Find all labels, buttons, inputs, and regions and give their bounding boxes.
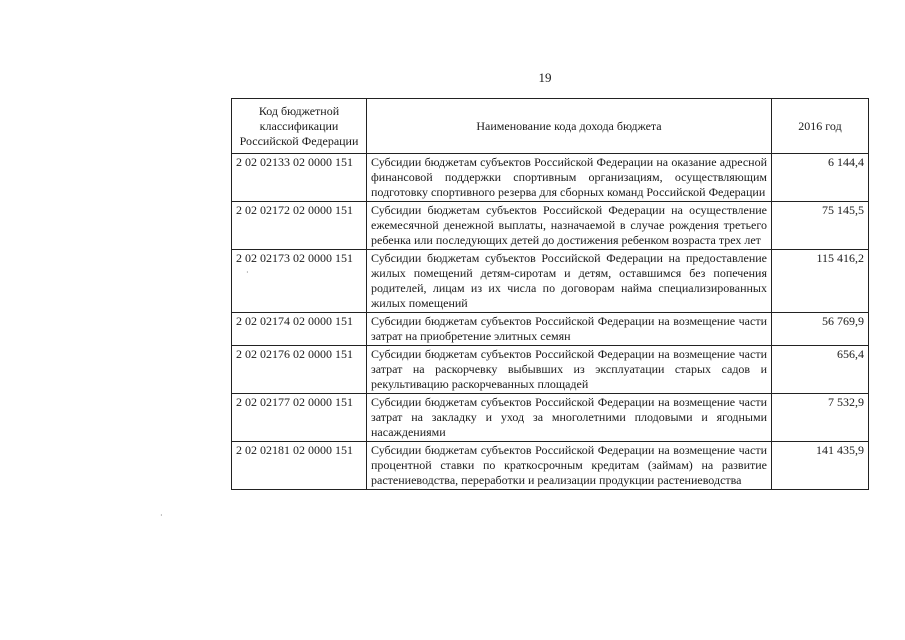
revenue-name: Субсидии бюджетам субъектов Российской Федерации на возмещение части затрат на приобретение элитных семян [367, 313, 772, 346]
column-header-name: Наименование кода дохода бюджета [367, 99, 772, 154]
amount-2016: 56 769,9 [772, 313, 869, 346]
revenue-name: Субсидии бюджетам субъектов Российской Федерации на оказание адресной финансовой поддержки спортивным организациям, осуществляющим подготовку спортивного резерва для сборных команд Российской Федерации [367, 154, 772, 202]
budget-code: 2 02 02177 02 0000 151 [232, 394, 367, 442]
budget-code: 2 02 02181 02 0000 151 [232, 442, 367, 490]
budget-code: 2 02 02173 02 0000 151 [232, 250, 367, 313]
budget-revenue-table [231, 98, 869, 490]
revenue-name: Субсидии бюджетам субъектов Российской Федерации на предоставление жилых помещений детям-сиротам и детям, оставшимся без попечения родителей, лицам из их числа по договорам найма специализированных жилых помещений [367, 250, 772, 313]
page-number: 19 [538, 70, 552, 85]
table-row [232, 154, 869, 202]
scan-speck: · [160, 511, 163, 520]
budget-code: 2 02 02133 02 0000 151 [232, 154, 367, 202]
budget-code: 2 02 02172 02 0000 151 [232, 202, 367, 250]
table-row [232, 346, 869, 394]
amount-2016: 6 144,4 [772, 154, 869, 202]
table-header-row [232, 99, 869, 154]
revenue-name: Субсидии бюджетам субъектов Российской Федерации на возмещение части процентной ставки по краткосрочным кредитам (займам) на развитие растениеводства, переработки и реализации продукции растениеводства [367, 442, 772, 490]
amount-2016: 7 532,9 [772, 394, 869, 442]
revenue-name: Субсидии бюджетам субъектов Российской Федерации на возмещение части затрат на раскорчевку выбывших из эксплуатации старых садов и рекультивацию раскорчеванных площадей [367, 346, 772, 394]
column-header-year: 2016 год [772, 99, 869, 154]
revenue-name: Субсидии бюджетам субъектов Российской Федерации на осуществление ежемесячной денежной выплаты, назначаемой в случае рождения третьего ребенка или последующих детей до достижения ребенком возраста трех лет [367, 202, 772, 250]
table-row [232, 313, 869, 346]
table-row [232, 202, 869, 250]
budget-code: 2 02 02174 02 0000 151 [232, 313, 367, 346]
amount-2016: 75 145,5 [772, 202, 869, 250]
amount-2016: 656,4 [772, 346, 869, 394]
amount-2016: 141 435,9 [772, 442, 869, 490]
amount-2016: 115 416,2 [772, 250, 869, 313]
revenue-name: Субсидии бюджетам субъектов Российской Федерации на возмещение части затрат на закладку и уход за многолетними плодовыми и ягодными насаждениями [367, 394, 772, 442]
budget-code: 2 02 02176 02 0000 151 [232, 346, 367, 394]
table-row [232, 442, 869, 490]
table-row [232, 394, 869, 442]
column-header-code: Код бюджетной классификации Российской Федерации [232, 99, 367, 154]
table-row [232, 250, 869, 313]
scan-speck: · [246, 268, 249, 277]
